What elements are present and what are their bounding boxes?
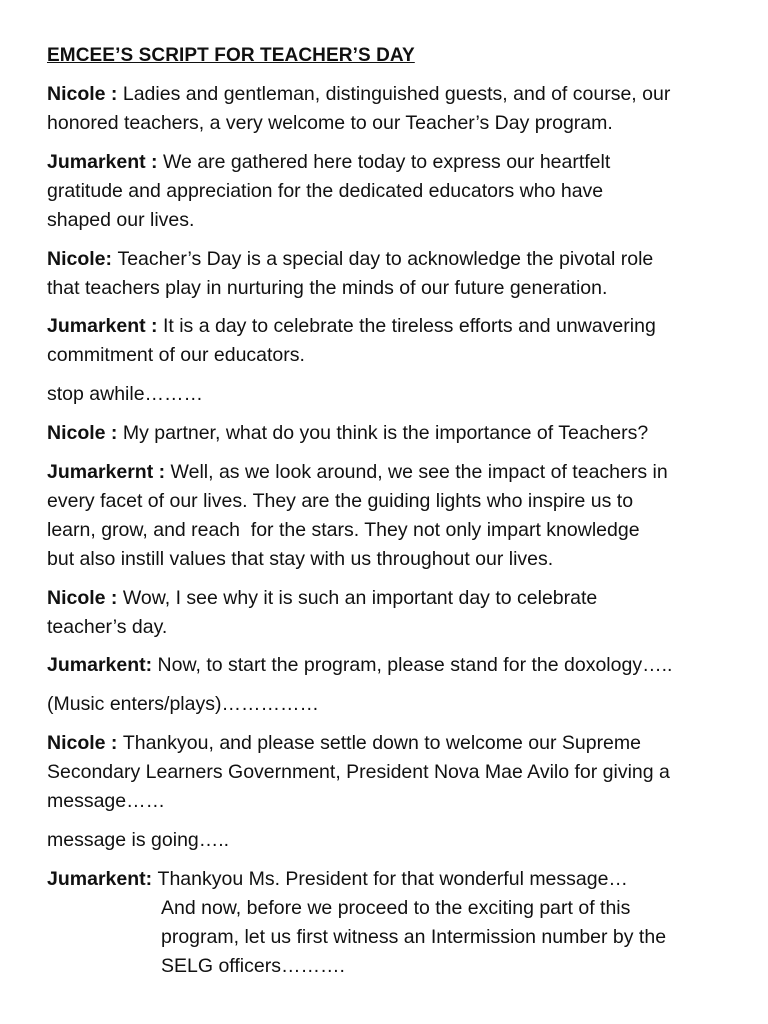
script-line — [47, 651, 728, 680]
line-text: Wow, I see why it is such an important day to celebrate teacher’s day. — [47, 586, 598, 638]
line-text: message is going….. — [47, 828, 230, 851]
line-text: It is a day to celebrate the tireless efforts and unwavering commitment of our educators. — [47, 315, 656, 367]
speaker-name: Nicole : — [47, 421, 123, 444]
script-line — [47, 419, 728, 448]
speaker-name: Nicole : — [47, 586, 123, 609]
speaker-name: Jumarkent : — [47, 150, 163, 173]
speaker-name: Nicole: — [47, 247, 118, 270]
speaker-name: Nicole : — [47, 83, 123, 105]
speaker-name: Jumarkernt : — [47, 460, 171, 483]
script-line-continuation: And now, before we proceed to the exciting part of this program, let us first witness an Intermission number by the SELG officers………. — [161, 896, 667, 977]
line-text: Thankyou, and please settle down to welcome our Supreme Secondary Learners Government, President Nova Mae Avilo for giving a message…… — [47, 731, 670, 812]
line-text: (Music enters/plays)…………… — [47, 693, 319, 716]
script-line — [47, 584, 728, 642]
line-text: Thankyou Ms. President for that wonderful message… — [157, 867, 628, 890]
script-line — [47, 245, 728, 303]
script-line — [47, 729, 728, 816]
speaker-name: Jumarkent : — [47, 315, 163, 338]
speaker-name: Jumarkent: — [47, 654, 158, 677]
speaker-name: Jumarkent: — [47, 867, 158, 890]
line-text: My partner, what do you think is the importance of Teachers? — [122, 421, 649, 444]
line-text: We are gathered here today to express our heartfelt gratitude and appreciation for the dedicated educators who have shaped our lives. — [47, 150, 611, 231]
line-text: stop awhile……… — [47, 383, 204, 406]
script-line — [47, 458, 728, 574]
script-line — [47, 312, 728, 370]
stage-direction — [47, 826, 728, 855]
stage-direction — [47, 690, 728, 719]
line-text: Well, as we look around, we see the impact of teachers in every facet of our lives. They are the guiding lights who inspire us to learn, grow, and reach for the stars. They not only impart knowledge but also instill values that stay with us throughout our lives. — [47, 460, 668, 570]
speaker-name: Nicole : — [47, 731, 123, 754]
document-title: EMCEE’S SCRIPT FOR TEACHER’S DAY — [47, 45, 415, 66]
line-text: Now, to start the program, please stand for the doxology….. — [157, 654, 673, 677]
script-line — [47, 80, 728, 138]
script-line — [47, 148, 728, 235]
script-line — [47, 865, 728, 894]
stage-direction — [47, 380, 728, 409]
line-text: Ladies and gentleman, distinguished guests, and of course, our honored teachers, a very welcome to our Teacher’s Day program. — [47, 83, 671, 134]
line-text: Teacher’s Day is a special day to acknowledge the pivotal role that teachers play in nurturing the minds of our future generation. — [47, 247, 654, 299]
